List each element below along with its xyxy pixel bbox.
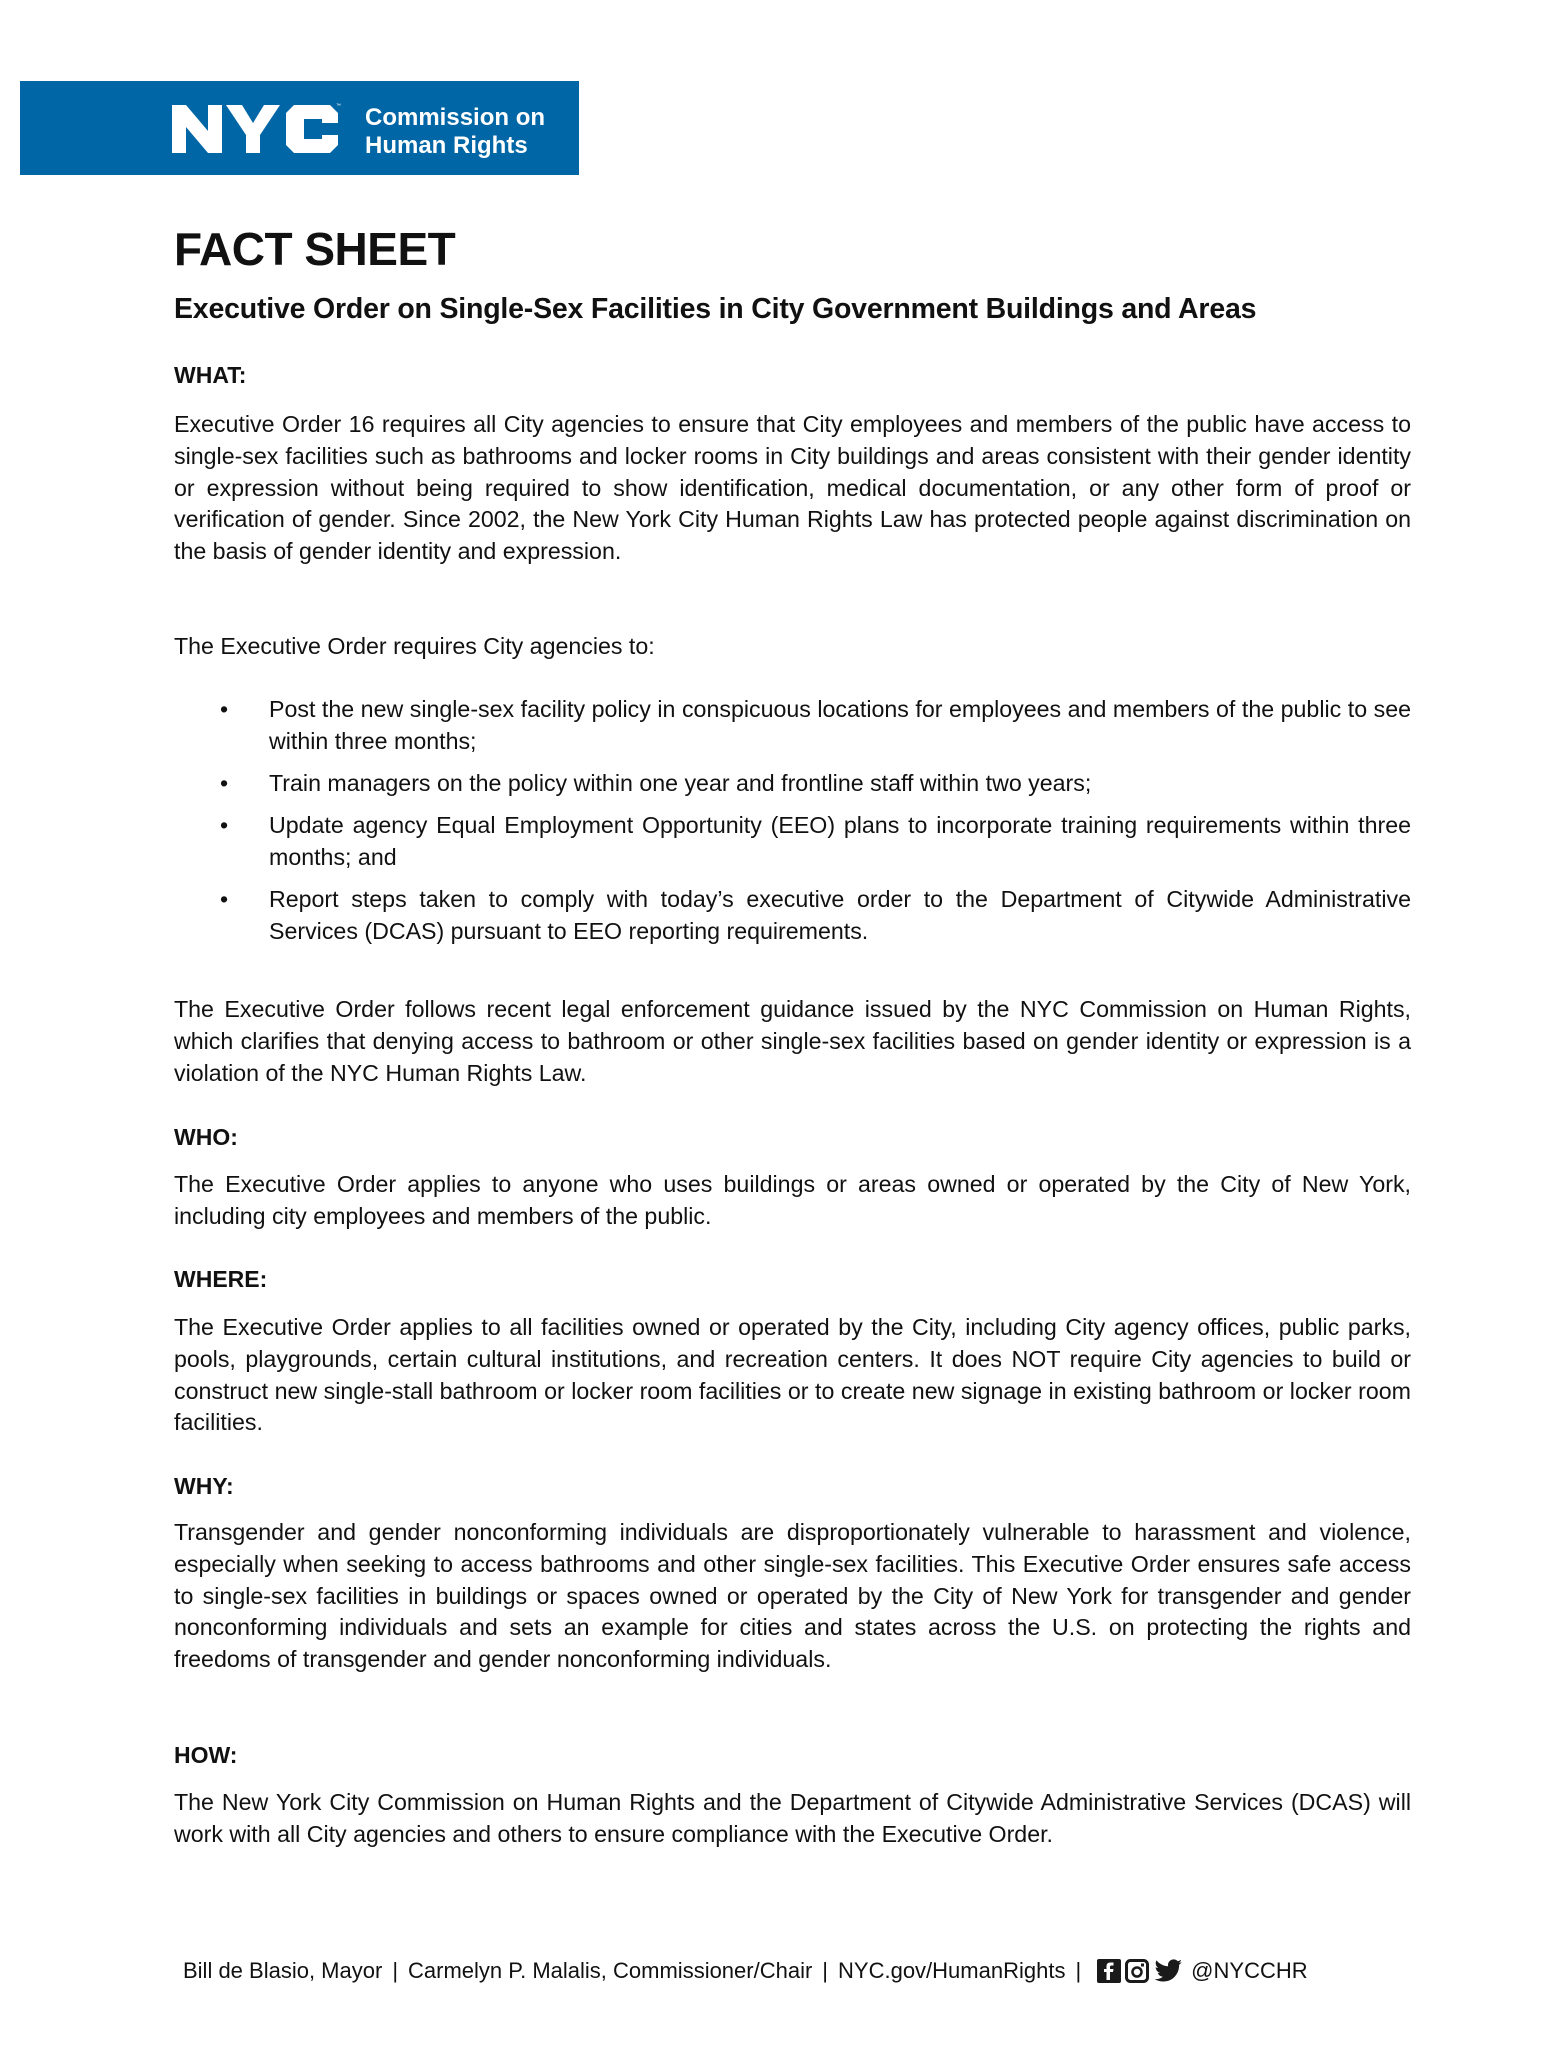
list-item (174, 768, 1411, 800)
footer-mayor: Bill de Blasio, Mayor (183, 1958, 383, 1983)
social-icons (1097, 1959, 1183, 1983)
instagram-icon[interactable] (1125, 1959, 1149, 1983)
page-subtitle: Executive Order on Single-Sex Facilities in City Government Buildings and Areas (174, 293, 1257, 325)
what-paragraph-2: The Executive Order requires City agencies to: (174, 633, 655, 659)
section-heading-why: WHY: (174, 1473, 234, 1499)
bullet-icon: • (220, 886, 229, 913)
list-item (174, 810, 1411, 874)
page-title: FACT SHEET (174, 223, 456, 275)
list-item-text: Post the new single-sex facility policy in conspicuous locations for employees and members of the public to see within three months; (269, 696, 1411, 754)
footer-separator: | (822, 1958, 829, 1983)
section-heading-where: WHERE: (174, 1266, 268, 1292)
footer-twitter-handle[interactable]: @NYCCHR (1191, 1958, 1308, 1983)
list-item-text: Train managers on the policy within one year and frontline staff within two years; (269, 770, 1092, 797)
svg-text:™: ™ (336, 103, 341, 109)
why-paragraph: Transgender and gender nonconforming individuals are disproportionately vulnerable to harassment and violence, especially when seeking to access bathrooms and other single-sex facilities. This Executive Order ensures safe access to single-sex facilities in buildings or spaces owned or operated by the City of New York for transgender and gender nonconforming individuals and sets an example for cities and states across the U.S. on protecting the rights and freedoms of transgender and gender nonconforming individuals. (174, 1519, 1411, 1673)
how-paragraph: The New York City Commission on Human Rights and the Department of Citywide Administrative Services (DCAS) will work with all City agencies and others to ensure compliance with the Executive Order. (174, 1789, 1411, 1847)
where-paragraph: The Executive Order applies to all facilities owned or operated by the City, including City agency offices, public parks, pools, playgrounds, certain cultural institutions, and recreation centers. It does NOT require City agencies to build or construct new single-stall bathroom or locker room facilities or to create new signage in existing bathroom or locker room facilities. (174, 1314, 1411, 1436)
org-name (365, 104, 545, 160)
who-paragraph: The Executive Order applies to anyone who uses buildings or areas owned or operated by the City of New York, including city employees and members of the public. (174, 1171, 1411, 1229)
bullet-icon: • (220, 696, 229, 722)
org-name-line1: Commission on (365, 104, 546, 131)
what-paragraph-3: The Executive Order follows recent legal enforcement guidance issued by the NYC Commission on Human Rights, which clarifies that denying access to bathroom or other single-sex facilities based on gender identity or expression is a violation of the NYC Human Rights Law. (174, 996, 1411, 1086)
bullet-icon: • (220, 770, 229, 797)
section-heading-who: WHO: (174, 1124, 238, 1150)
list-item-text: Update agency Equal Employment Opportunity (EEO) plans to incorporate training requirements within three months; and (269, 812, 1411, 871)
org-name-line2: Human Rights (365, 132, 528, 159)
footer-commissioner: Carmelyn P. Malalis, Commissioner/Chair (408, 1958, 813, 1983)
section-heading-how: HOW: (174, 1742, 238, 1768)
section-heading-what: WHAT: (174, 362, 247, 388)
list-item (174, 884, 1411, 948)
footer (183, 1958, 1308, 1984)
header-banner (20, 81, 579, 175)
requirements-list (174, 694, 1411, 959)
list-item-text: Report steps taken to comply with today’s executive order to the Department of Citywide Administrative Services (DCAS) pursuant to EEO reporting requirements. (269, 886, 1411, 945)
footer-separator: | (392, 1958, 399, 1983)
what-paragraph-1: Executive Order 16 requires all City agencies to ensure that City employees and members of the public have access to single-sex facilities such as bathrooms and locker rooms in City buildings and areas consistent with their gender identity or expression without being required to show identification, medical documentation, or any other form of proof or verification of gender. Since 2002, the New York City Human Rights Law has protected people against discrimination on the basis of gender identity and expression. (174, 411, 1411, 565)
list-item (174, 694, 1411, 758)
nyc-logo (170, 101, 345, 157)
footer-website-link[interactable]: NYC.gov/HumanRights (838, 1958, 1066, 1983)
bullet-icon: • (220, 812, 229, 839)
twitter-icon[interactable] (1153, 1959, 1183, 1983)
footer-separator: | (1075, 1958, 1082, 1983)
facebook-icon[interactable] (1097, 1959, 1121, 1983)
